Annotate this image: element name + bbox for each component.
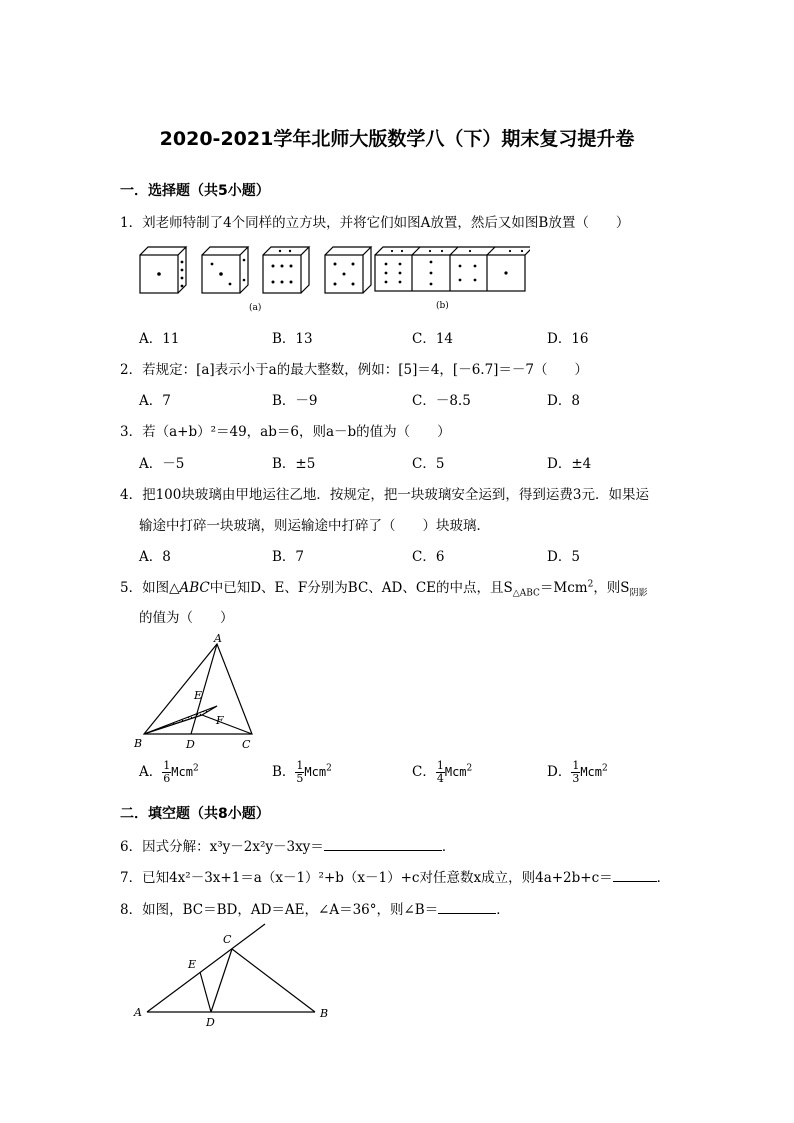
question-8-text: 8．如图，BC＝BD，AD＝AE，∠A＝36°，则∠B＝ ．	[120, 902, 510, 918]
question-5-line-2: 的值为（ ）	[139, 610, 234, 626]
q4-option-c: C．6	[412, 549, 445, 565]
triangle-figure-q8	[130, 918, 350, 1030]
question-6-text: 6．因式分解：x³y－2x²y－3xy＝ ．	[120, 839, 456, 855]
q2-option-c: C．－8.5	[412, 393, 471, 409]
dice-figure	[130, 240, 530, 320]
section-choice-heading: 一．选择题（共5小题）	[120, 183, 270, 199]
q3-option-c: C．5	[412, 456, 445, 472]
q3-option-a: A．－5	[139, 456, 185, 472]
svg-text:C: C	[223, 933, 232, 946]
question-7-text: 7．已知4x²－3x+1＝a（x－1）²+b（x－1）+c对任意数x成立，则4a+2b+c＝ ．	[120, 870, 671, 886]
svg-text:B: B	[320, 1007, 329, 1020]
q3-option-b: B．±5	[272, 456, 316, 472]
svg-text:D: D	[186, 738, 195, 751]
q4-option-d: D．5	[547, 549, 580, 565]
question-4-line-2: 输途中打碎一块玻璃，则运输途中打碎了（ ）块玻璃．	[139, 518, 490, 534]
q4-option-b: B．7	[272, 549, 305, 565]
question-1-text: 1．刘老师特制了4个同样的立方块，并将它们如图A放置，然后又如图B放置（ ）	[120, 215, 630, 231]
q1-option-d: D．16	[547, 331, 589, 347]
question-2-text: 2．若规定：[a]表示小于a的最大整数，例如：[5]＝4，[－6.7]＝－7（ ）	[120, 362, 589, 378]
svg-text:F: F	[216, 714, 224, 727]
fig-label-b: (b)	[436, 301, 449, 311]
question-4-line-1: 4．把100块玻璃由甲地运往乙地．按规定，把一块玻璃安全运到，得到运费3元．如果运	[120, 487, 649, 503]
question-3-text: 3．若（a+b）²＝49，ab＝6，则a－b的值为（ ）	[120, 424, 451, 440]
q2-option-a: A．7	[139, 393, 171, 409]
svg-text:E: E	[194, 689, 203, 702]
svg-text:E: E	[188, 958, 197, 971]
question-5-line-1: 5．如图△ABC中已知D、E、F分别为BC、AD、CE的中点，且$S_{\triangle ABC}=Mcm^2$，则$S_{阴影}$	[120, 579, 648, 599]
q5-option-d: D． $\frac{1}{3}$ Mcm$^2$	[547, 759, 608, 785]
svg-text:A: A	[134, 1006, 142, 1019]
q5-option-a: A． $\frac{1}{6}$ Mcm$^2$	[139, 759, 199, 785]
q4-option-a: A．8	[139, 549, 171, 565]
svg-text:C: C	[242, 738, 251, 751]
q1-option-c: C．14	[412, 331, 454, 347]
q5-option-c: C． $\frac{1}{4}$ Mcm$^2$	[412, 759, 473, 785]
svg-text:D: D	[206, 1016, 215, 1029]
triangle-figure-q5	[130, 632, 270, 754]
fig-label-a: (a)	[249, 303, 262, 313]
svg-text:A: A	[214, 632, 222, 645]
q2-option-b: B．－9	[272, 393, 318, 409]
q1-option-a: A．11	[139, 331, 180, 347]
q2-option-d: D．8	[547, 393, 580, 409]
svg-text:B: B	[134, 737, 143, 750]
page-title: 2020-2021学年北师大版数学八（下）期末复习提升卷	[159, 128, 635, 150]
q5-option-b: B． $\frac{1}{5}$ Mcm$^2$	[272, 759, 332, 785]
q1-option-b: B．13	[272, 331, 313, 347]
q3-option-d: D．±4	[547, 456, 592, 472]
section-fill-heading: 二．填空题（共8小题）	[120, 806, 270, 822]
